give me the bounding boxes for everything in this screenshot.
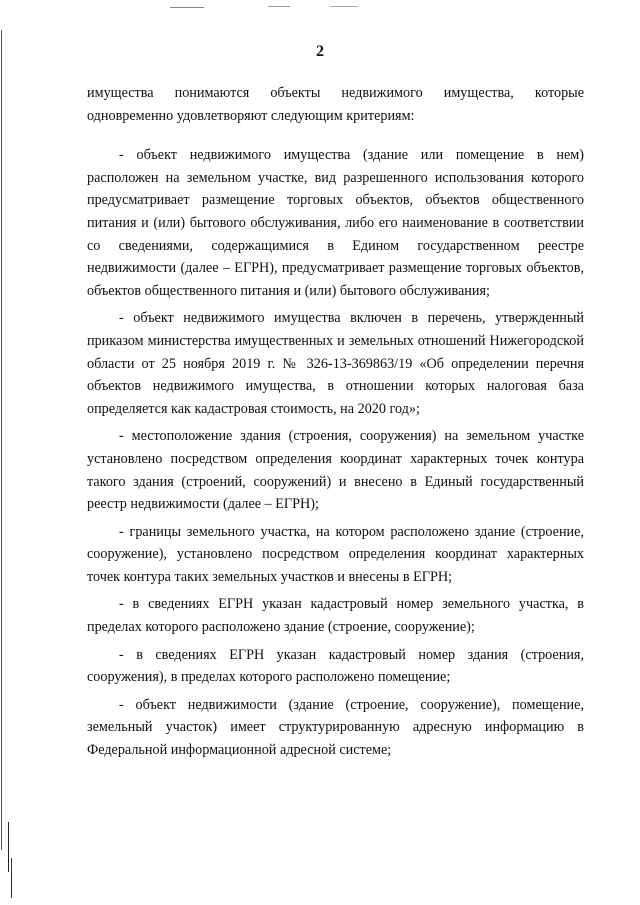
paragraph-criterion-4: - границы земельного участка, на котором расположено здание (строение, сооружение), установлено посредством определения координат характерных точек контура таких земельных участков и внесены в ЕГРН;	[87, 523, 584, 585]
paragraph-continuation: имущества понимаются объекты недвижимого имущества, которые одновременно удовлетворяют следующим критериям:	[87, 85, 584, 124]
paragraph-criterion-2: - объект недвижимого имущества включен в перечень, утвержденный приказом министерства имущественных и земельных отношений Нижегородской области от 25 ноября 2019 г. № 326-13-369863/19 «Об определении перечня объектов недвижимого имущества, в отношении которых налоговая база определяется как кадастровая стоимость, на 2020 год»;	[87, 310, 584, 417]
scan-edge-line	[1, 30, 2, 850]
paragraph-criterion-6: - в сведениях ЕГРН указан кадастровый номер здания (строения, сооружения), в пределах которого расположено помещение;	[87, 646, 584, 686]
paragraph-criterion-3: - местоположение здания (строения, сооружения) на земельном участке установлено посредством определения координат характерных точек контура такого здания (строений, сооружений) и внесено в Единый государственный реестр недвижимости (далее – ЕГРН);	[87, 428, 584, 513]
scan-artifact	[8, 822, 9, 872]
scan-artifact	[170, 7, 204, 8]
document-body	[87, 82, 584, 762]
scan-artifact	[330, 6, 358, 7]
paragraph-criterion-1: - объект недвижимого имущества (здание или помещение в нем) расположен на земельном участке, вид разрешенного использования которого предусматривает размещение торговых объектов, объектов общественного питания и (или) бытового обслуживания, либо его наименование в соответствии со сведениями, содержащимися в Едином государственном реестре недвижимости (далее – ЕГРН), предусматривает размещение торговых объектов, объектов общественного питания и (или) бытового обслуживания;	[87, 147, 584, 299]
scan-artifact	[11, 858, 12, 898]
scan-artifact	[268, 6, 290, 7]
page-number: 2	[316, 43, 324, 60]
paragraph-criterion-5: - в сведениях ЕГРН указан кадастровый номер земельного участка, в пределах которого расположено здание (строение, сооружение);	[87, 596, 584, 636]
paragraph-criterion-7: - объект недвижимости (здание (строение, сооружение), помещение, земельный участок) имеет структурированную адресную информацию в Федеральной информационной адресной системе;	[87, 696, 584, 759]
